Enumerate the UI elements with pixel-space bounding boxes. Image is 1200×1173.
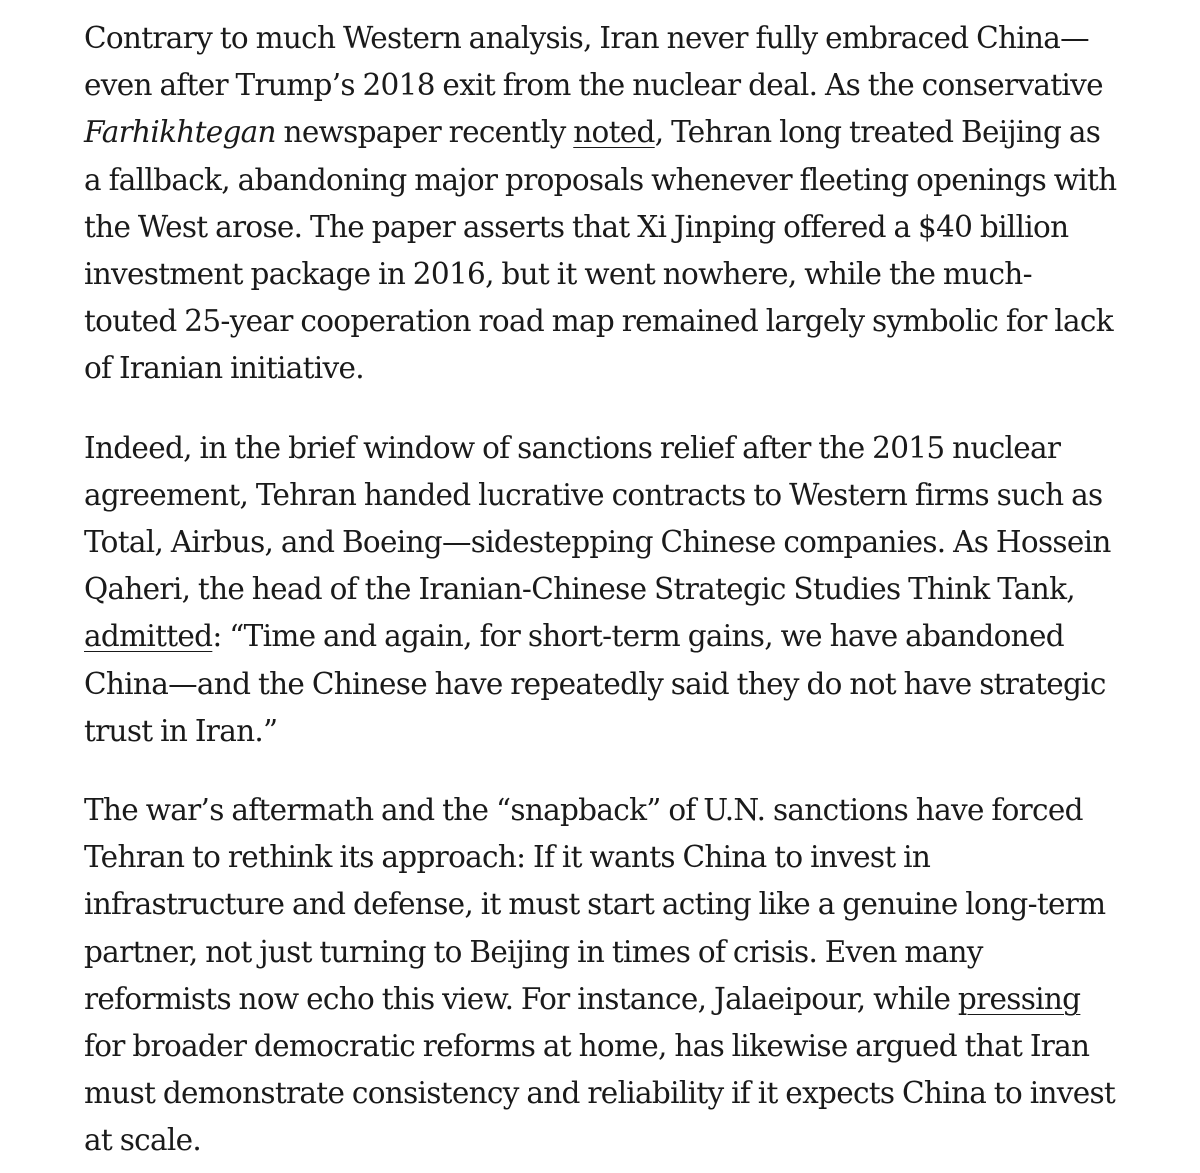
paragraph-china-fallback bbox=[84, 15, 1124, 393]
newspaper-name: Farhikhtegan bbox=[84, 115, 276, 150]
link-noted[interactable]: noted bbox=[573, 115, 655, 150]
link-pressing[interactable]: pressing bbox=[957, 981, 1081, 1016]
paragraph-text: Indeed, in the brief window of sanctions relief after the 2015 nuclear agreement, Tehran handed lucrative contracts to Western firms such as Total, Airbus, and Boeing—sidestepping Chinese companies. As Hossein Qaheri, the head of the Iranian-Chinese Strategic Studies Think Tank, bbox=[84, 430, 1111, 607]
paragraph-sanctions-relief bbox=[84, 425, 1124, 755]
article-body bbox=[84, 15, 1124, 1165]
paragraph-text: for broader democratic reforms at home, has likewise argued that Iran must demonstrate consistency and reliability if it expects China to invest at scale. bbox=[84, 1029, 1116, 1158]
paragraph-text: Contrary to much Western analysis, Iran never fully embraced China—even after Trump’s 2018 exit from the nuclear deal. As the conservative bbox=[84, 21, 1103, 103]
paragraph-text: , Tehran long treated Beijing as a fallback, abandoning major proposals whenever fleeting openings with the West arose. The paper asserts that Xi Jinping offered a $40 billion investment package in 2016, but it went nowhere, while the much-touted 25-year cooperation road map remained largely symbolic for lack of Iranian initiative. bbox=[84, 115, 1117, 386]
paragraph-text: The war’s aftermath and the “snapback” of U.N. sanctions have forced Tehran to rethink its approach: If it wants China to invest in infrastructure and defense, it must start acting like a genuine long-term partner, not just turning to Beijing in times of crisis. Even many reformists now echo this view. For instance, Jalaeipour, while bbox=[84, 793, 1106, 1016]
paragraph-text: newspaper recently bbox=[275, 115, 574, 150]
paragraph-text: : “Time and again, for short-term gains, we have abandoned China—and the Chinese have repeatedly said they do not have strategic trust in Iran.” bbox=[84, 619, 1106, 748]
paragraph-war-aftermath bbox=[84, 787, 1124, 1165]
link-admitted[interactable]: admitted bbox=[84, 619, 213, 654]
